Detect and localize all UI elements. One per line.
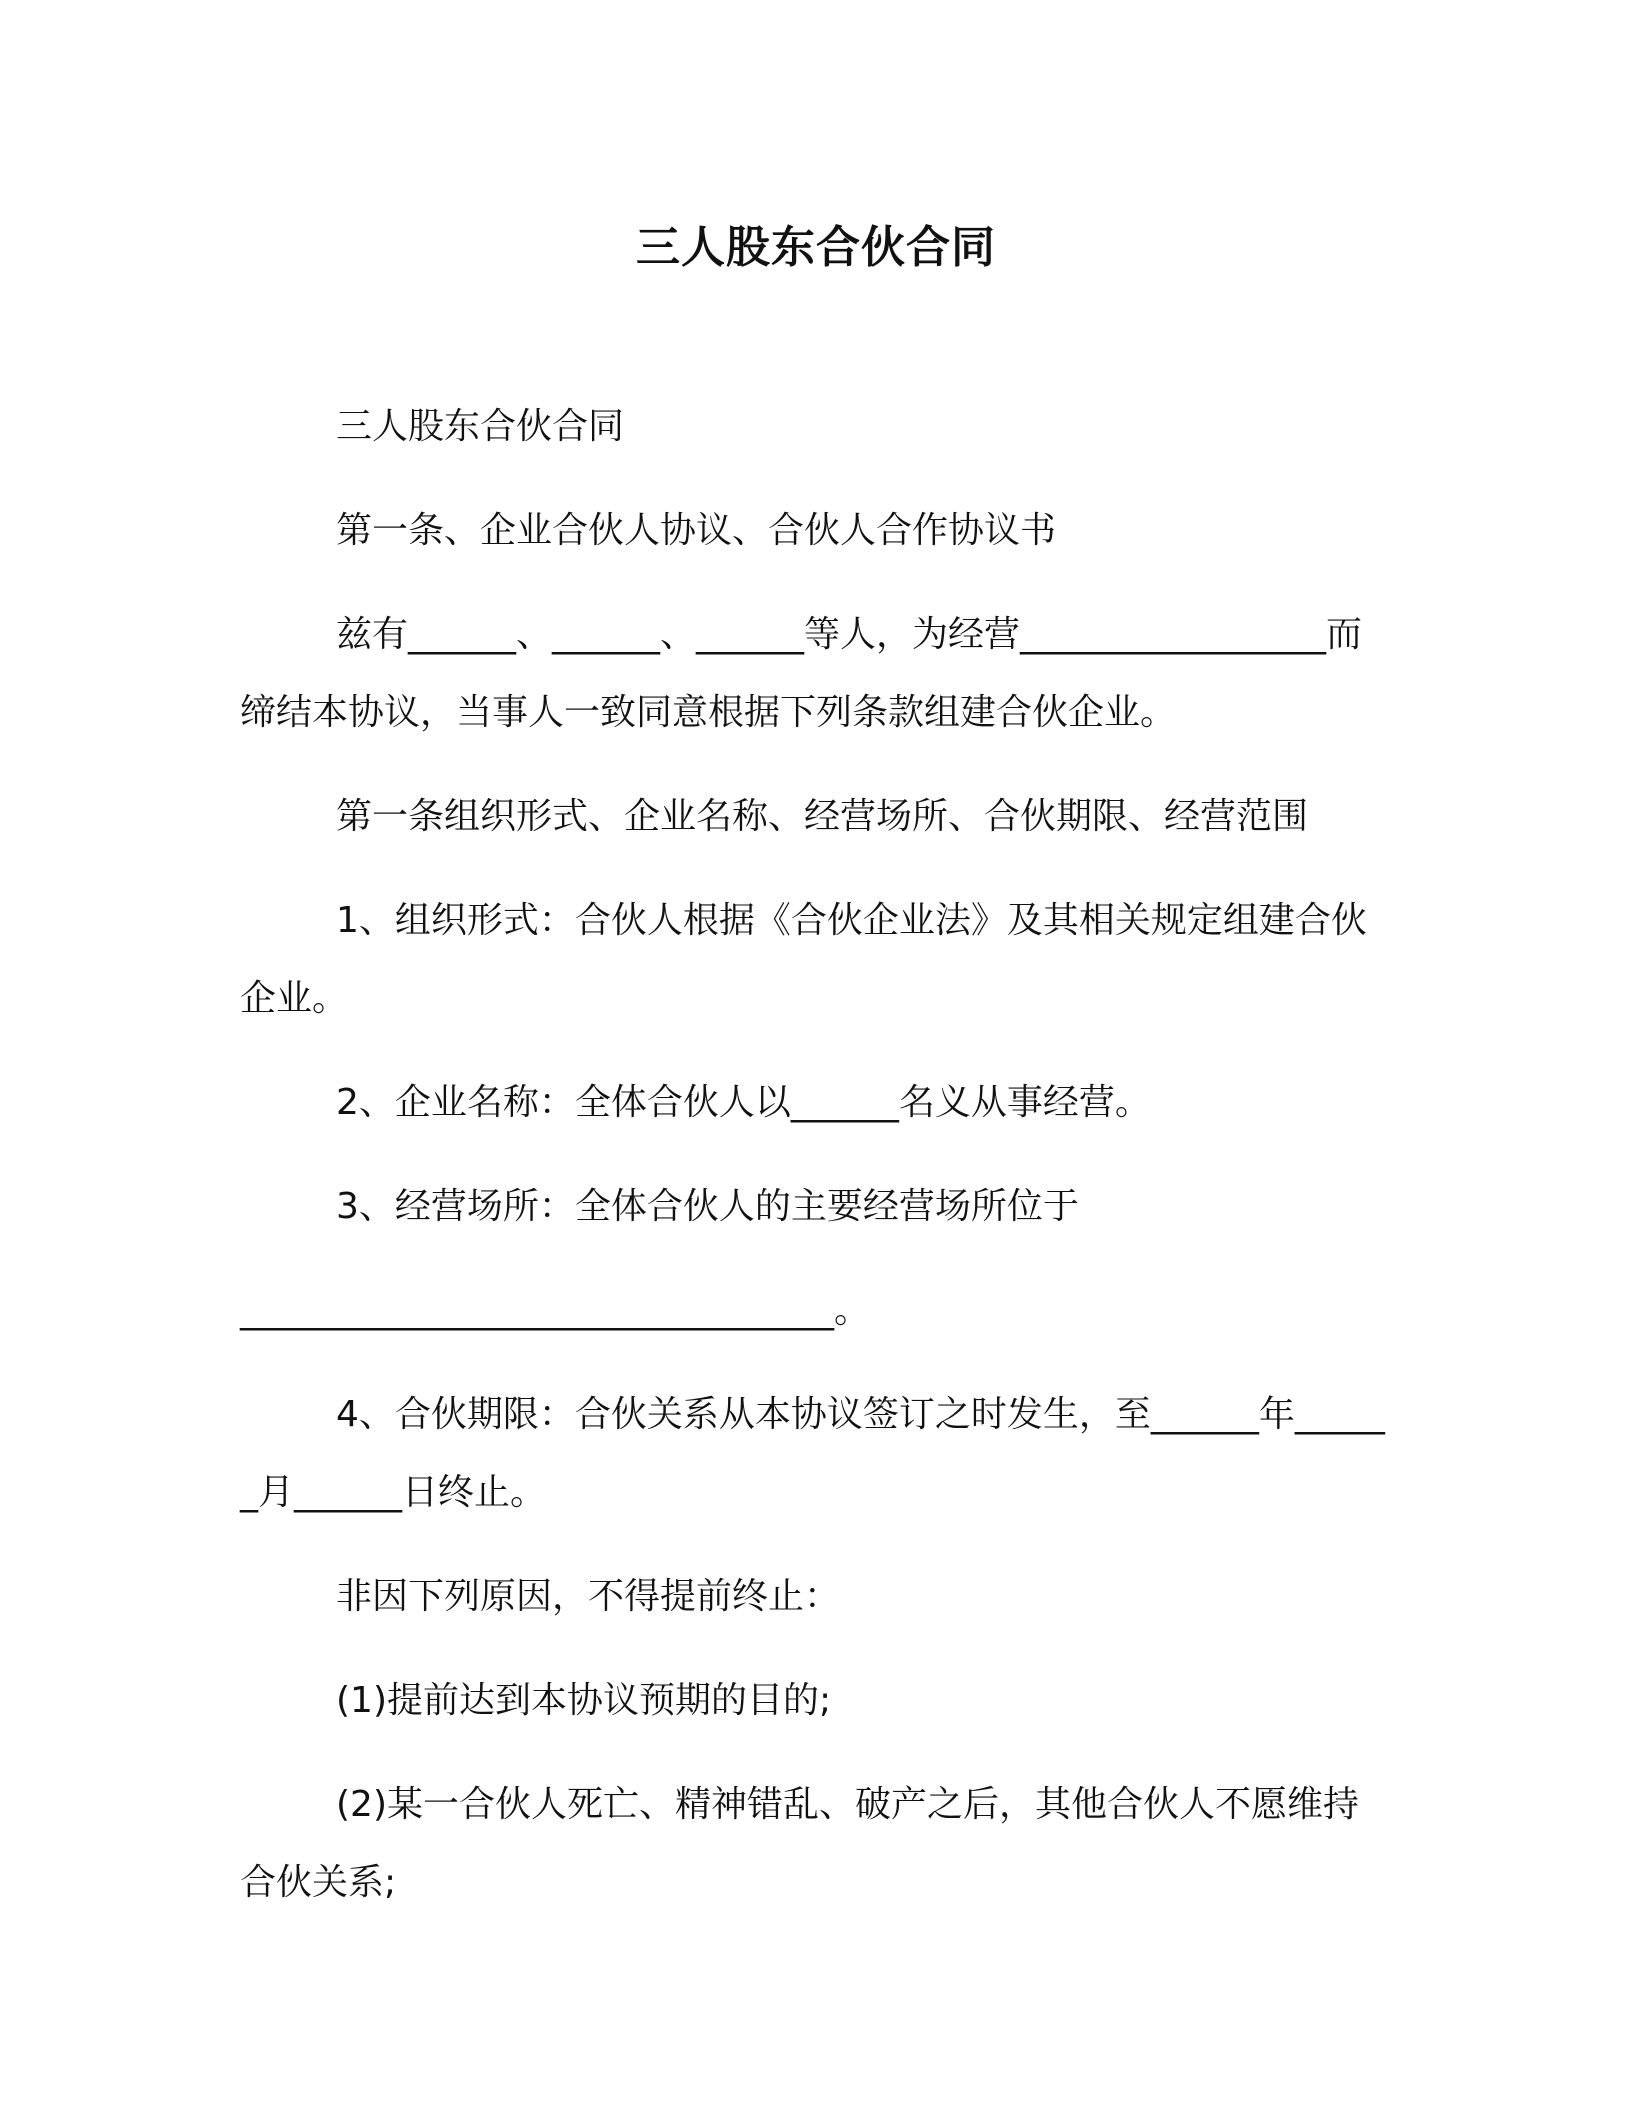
paragraph-parties: 兹有______、______、______等人，为经营_________________而缔结本协议，当事人一致同意根据下列条款组建合伙企业。 bbox=[240, 614, 1363, 733]
paragraph-item-1: 1、组织形式：合伙人根据《合伙企业法》及其相关规定组建合伙企业。 bbox=[240, 900, 1367, 1019]
paragraph-item-4: 4、合伙期限：合伙关系从本协议签订之时发生，至______年______月______日终止。 bbox=[240, 1394, 1385, 1513]
paragraph-reason-2: (2)某一合伙人死亡、精神错乱、破产之后，其他合伙人不愿维持合伙关系; bbox=[240, 1784, 1359, 1903]
document-body bbox=[240, 388, 1390, 1948]
document-title: 三人股东合伙合同 bbox=[636, 222, 996, 273]
paragraph-item-3-blank: _________________________________。 bbox=[240, 1290, 870, 1331]
paragraph-heading: 三人股东合伙合同 bbox=[336, 406, 625, 447]
paragraph-termination: 非因下列原因，不得提前终止： bbox=[336, 1576, 841, 1617]
paragraph-article-organization: 第一条组织形式、企业名称、经营场所、合伙期限、经营范围 bbox=[336, 796, 1309, 837]
paragraph-item-3: 3、经营场所：全体合伙人的主要经营场所位于 bbox=[336, 1186, 1079, 1227]
paragraph-item-2: 2、企业名称：全体合伙人以______名义从事经营。 bbox=[336, 1082, 1151, 1123]
paragraph-reason-1: (1)提前达到本协议预期的目的; bbox=[336, 1680, 832, 1721]
paragraph-article-1: 第一条、企业合伙人协议、合伙人合作协议书 bbox=[336, 510, 1057, 551]
